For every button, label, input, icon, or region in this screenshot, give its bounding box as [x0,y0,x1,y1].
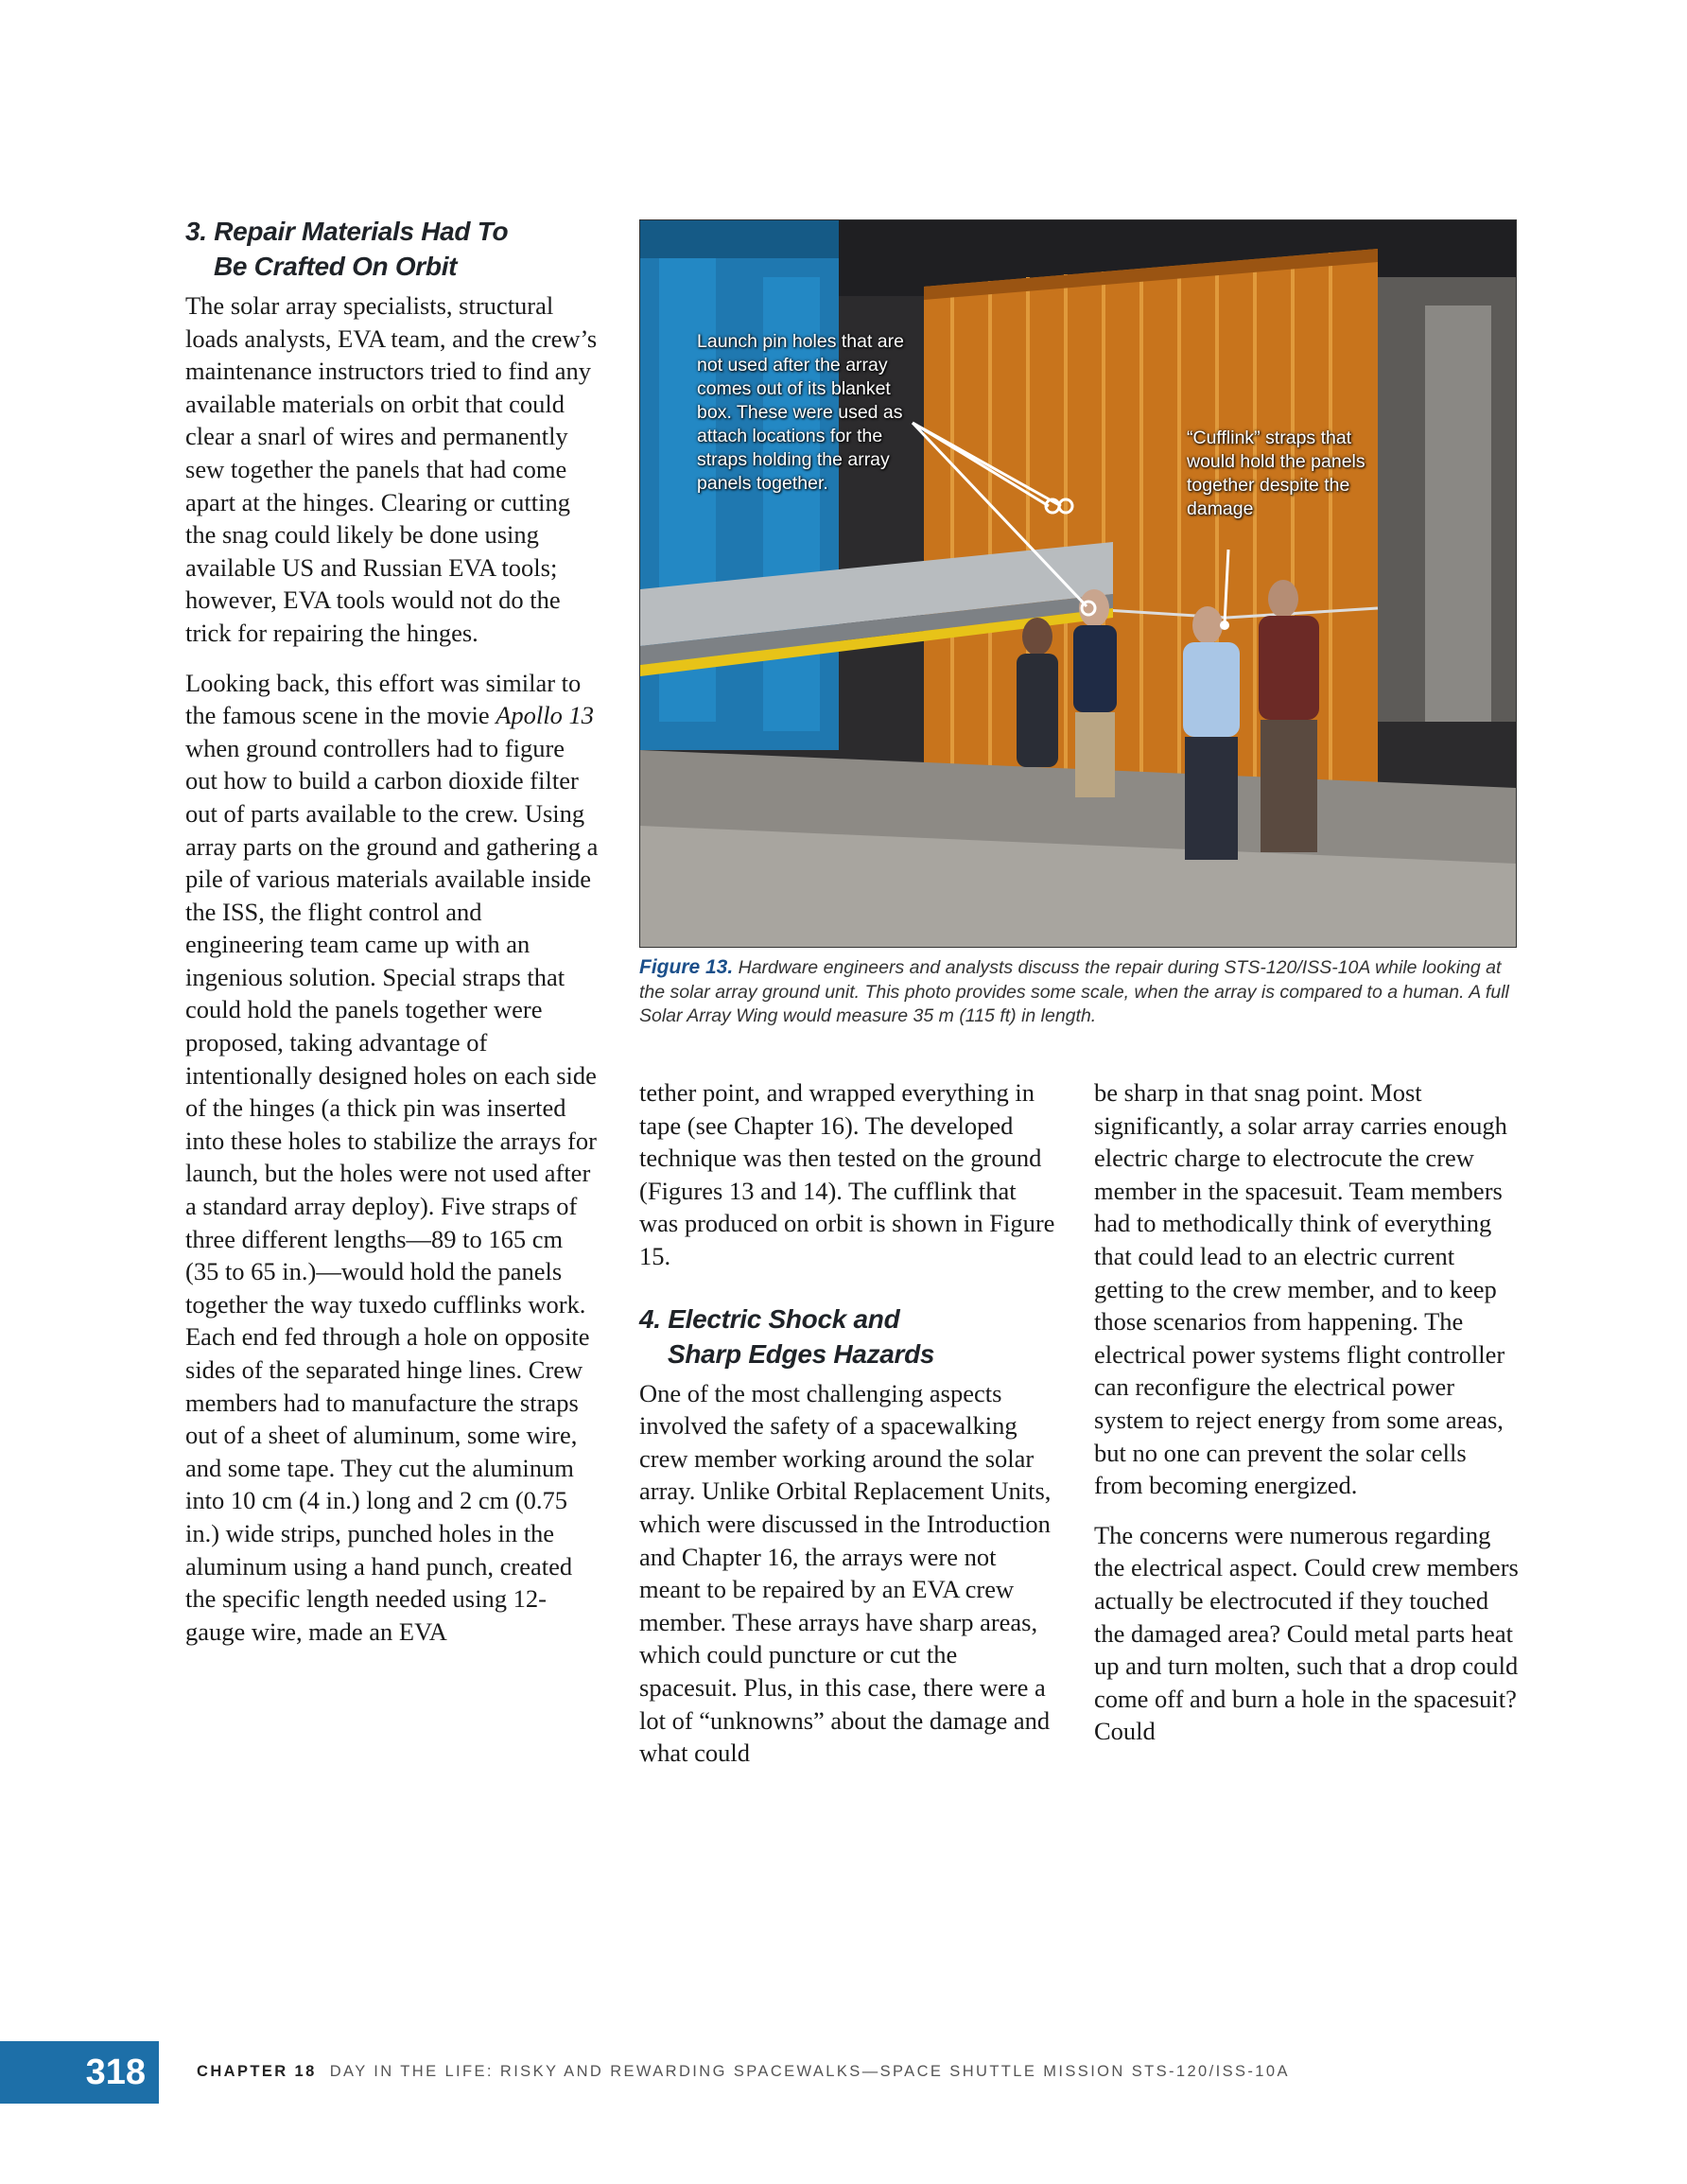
chapter-label: CHAPTER 18 [197,2063,317,2080]
section-4-heading [639,1302,1055,1372]
section-3-heading-line-1: 3. Repair Materials Had To [185,217,509,246]
section-4-paragraph-2: be sharp in that snag point. Most significantly, a solar array carries enough electric charge to electrocute the crew member in the spacesuit. Team members had to methodically think of everything that could lead to an electric current getting to the crew member, and to keep those scenarios from happening. The electrical power systems flight controller can reconfigure the electrical power system to reject energy from some areas, but no one can prevent the solar cells from becoming energized. [1094,1078,1507,1500]
page-number: 318 [0,2041,159,2104]
movie-title: Apollo 13 [496,701,595,730]
launch-pin-holes-callout: Launch pin holes that are not used after the array comes out of its blanket box. These were used as attach locations for the straps holding the array panels together. [697,331,904,494]
section-3-heading [185,214,601,284]
running-footer [197,2063,1615,2081]
section-3-paragraph-3: tether point, and wrapped everything in tape (see Chapter 16). The developed technique was then tested on the ground (Figures 13 and 14). The cufflink that was produced on orbit is shown in Figure 15. [639,1078,1055,1270]
figure-13-caption-text: Hardware engineers and analysts discuss the repair during STS-120/ISS-10A while looking at the solar array ground unit. This photo provides some scale, when the array is compared to a human. A full Solar Array Wing would measure 35 m (115 ft) in length. [639,957,1509,1026]
figure-13-photo [639,219,1517,948]
section-4-paragraph-1: One of the most challenging aspects involved the safety of a spacewalking crew member working around the solar array. Unlike Orbital Replacement Units, which were discussed in the Introduction and Chapter 16, the arrays were not meant to be repaired by an EVA crew member. These arrays have sharp areas, which could puncture or cut the spacesuit. Plus, in this case, there were a lot of “unknowns” about the damage and what could [639,1378,1052,1768]
right-column [1094,1076,1520,1765]
figure-13-caption [639,955,1519,1029]
section-3-paragraph-1: The solar array specialists, structural loads analysts, EVA team, and the crew’s maintenance instructors tried to find any available materials on orbit that could clear a snarl of wires and permanently sew together the panels that had come apart at the hinges. Clearing or cutting the snag could likely be done using available US and Russian EVA tools; however, EVA tools would not do the trick for repairing the hinges. [185,291,598,647]
left-column [185,214,601,1665]
section-3-paragraph-2-end: when ground controllers had to figure out how to build a carbon dioxide filter out of parts available to the crew. Using array parts on the ground and gathering a pile of various materials available inside the ISS, the flight control and engineering team came up with an ingenious solution. Special straps that could hold the panels together were proposed, taking advantage of intentionally designed holes on each side of the hinges (a thick pin was inserted into these holes to stabilize the arrays for launch, but the holes were not used after a standard array deploy). Five straps of three different lengths—89 to 165 cm (35 to 65 in.)—would hold the panels together the way tuxedo cufflinks work. Each end fed through a hole on opposite sides of the separated hinge lines. Crew members had to manufacture the straps out of a sheet of aluminum, some wire, and some tape. They cut the aluminum into 10 cm (4 in.) long and 2 cm (0.75 in.) wide strips, punched holes in the aluminum using a hand punch, created the specific length needed using 12-gauge wire, made an EVA [185,733,599,1646]
section-3-heading-line-2: Be Crafted On Orbit [214,252,458,281]
middle-column [639,1076,1055,1787]
section-4-heading-line-1: 4. Electric Shock and [639,1303,900,1334]
section-3-paragraph-2 [185,667,601,1649]
section-3-paragraph-2-start: Looking back, this effort was similar to the famous scene in the movie [185,668,582,730]
cufflink-straps-callout: “Cufflink” straps that would hold the panels together despite the damage [1187,428,1365,519]
figure-13-label: Figure 13. [639,956,734,978]
section-4-heading-line-2: Sharp Edges Hazards [668,1338,935,1369]
section-4-paragraph-3: The concerns were numerous regarding the electrical aspect. Could crew members actually be electrocuted if they touched the damaged area? Could metal parts heat up and turn molten, such that a drop could come off and burn a hole in the spacesuit? Could [1094,1520,1519,1746]
chapter-title: DAY IN THE LIFE: RISKY AND REWARDING SPACEWALKS—SPACE SHUTTLE MISSION STS-120/ISS-10A [329,2063,1290,2080]
